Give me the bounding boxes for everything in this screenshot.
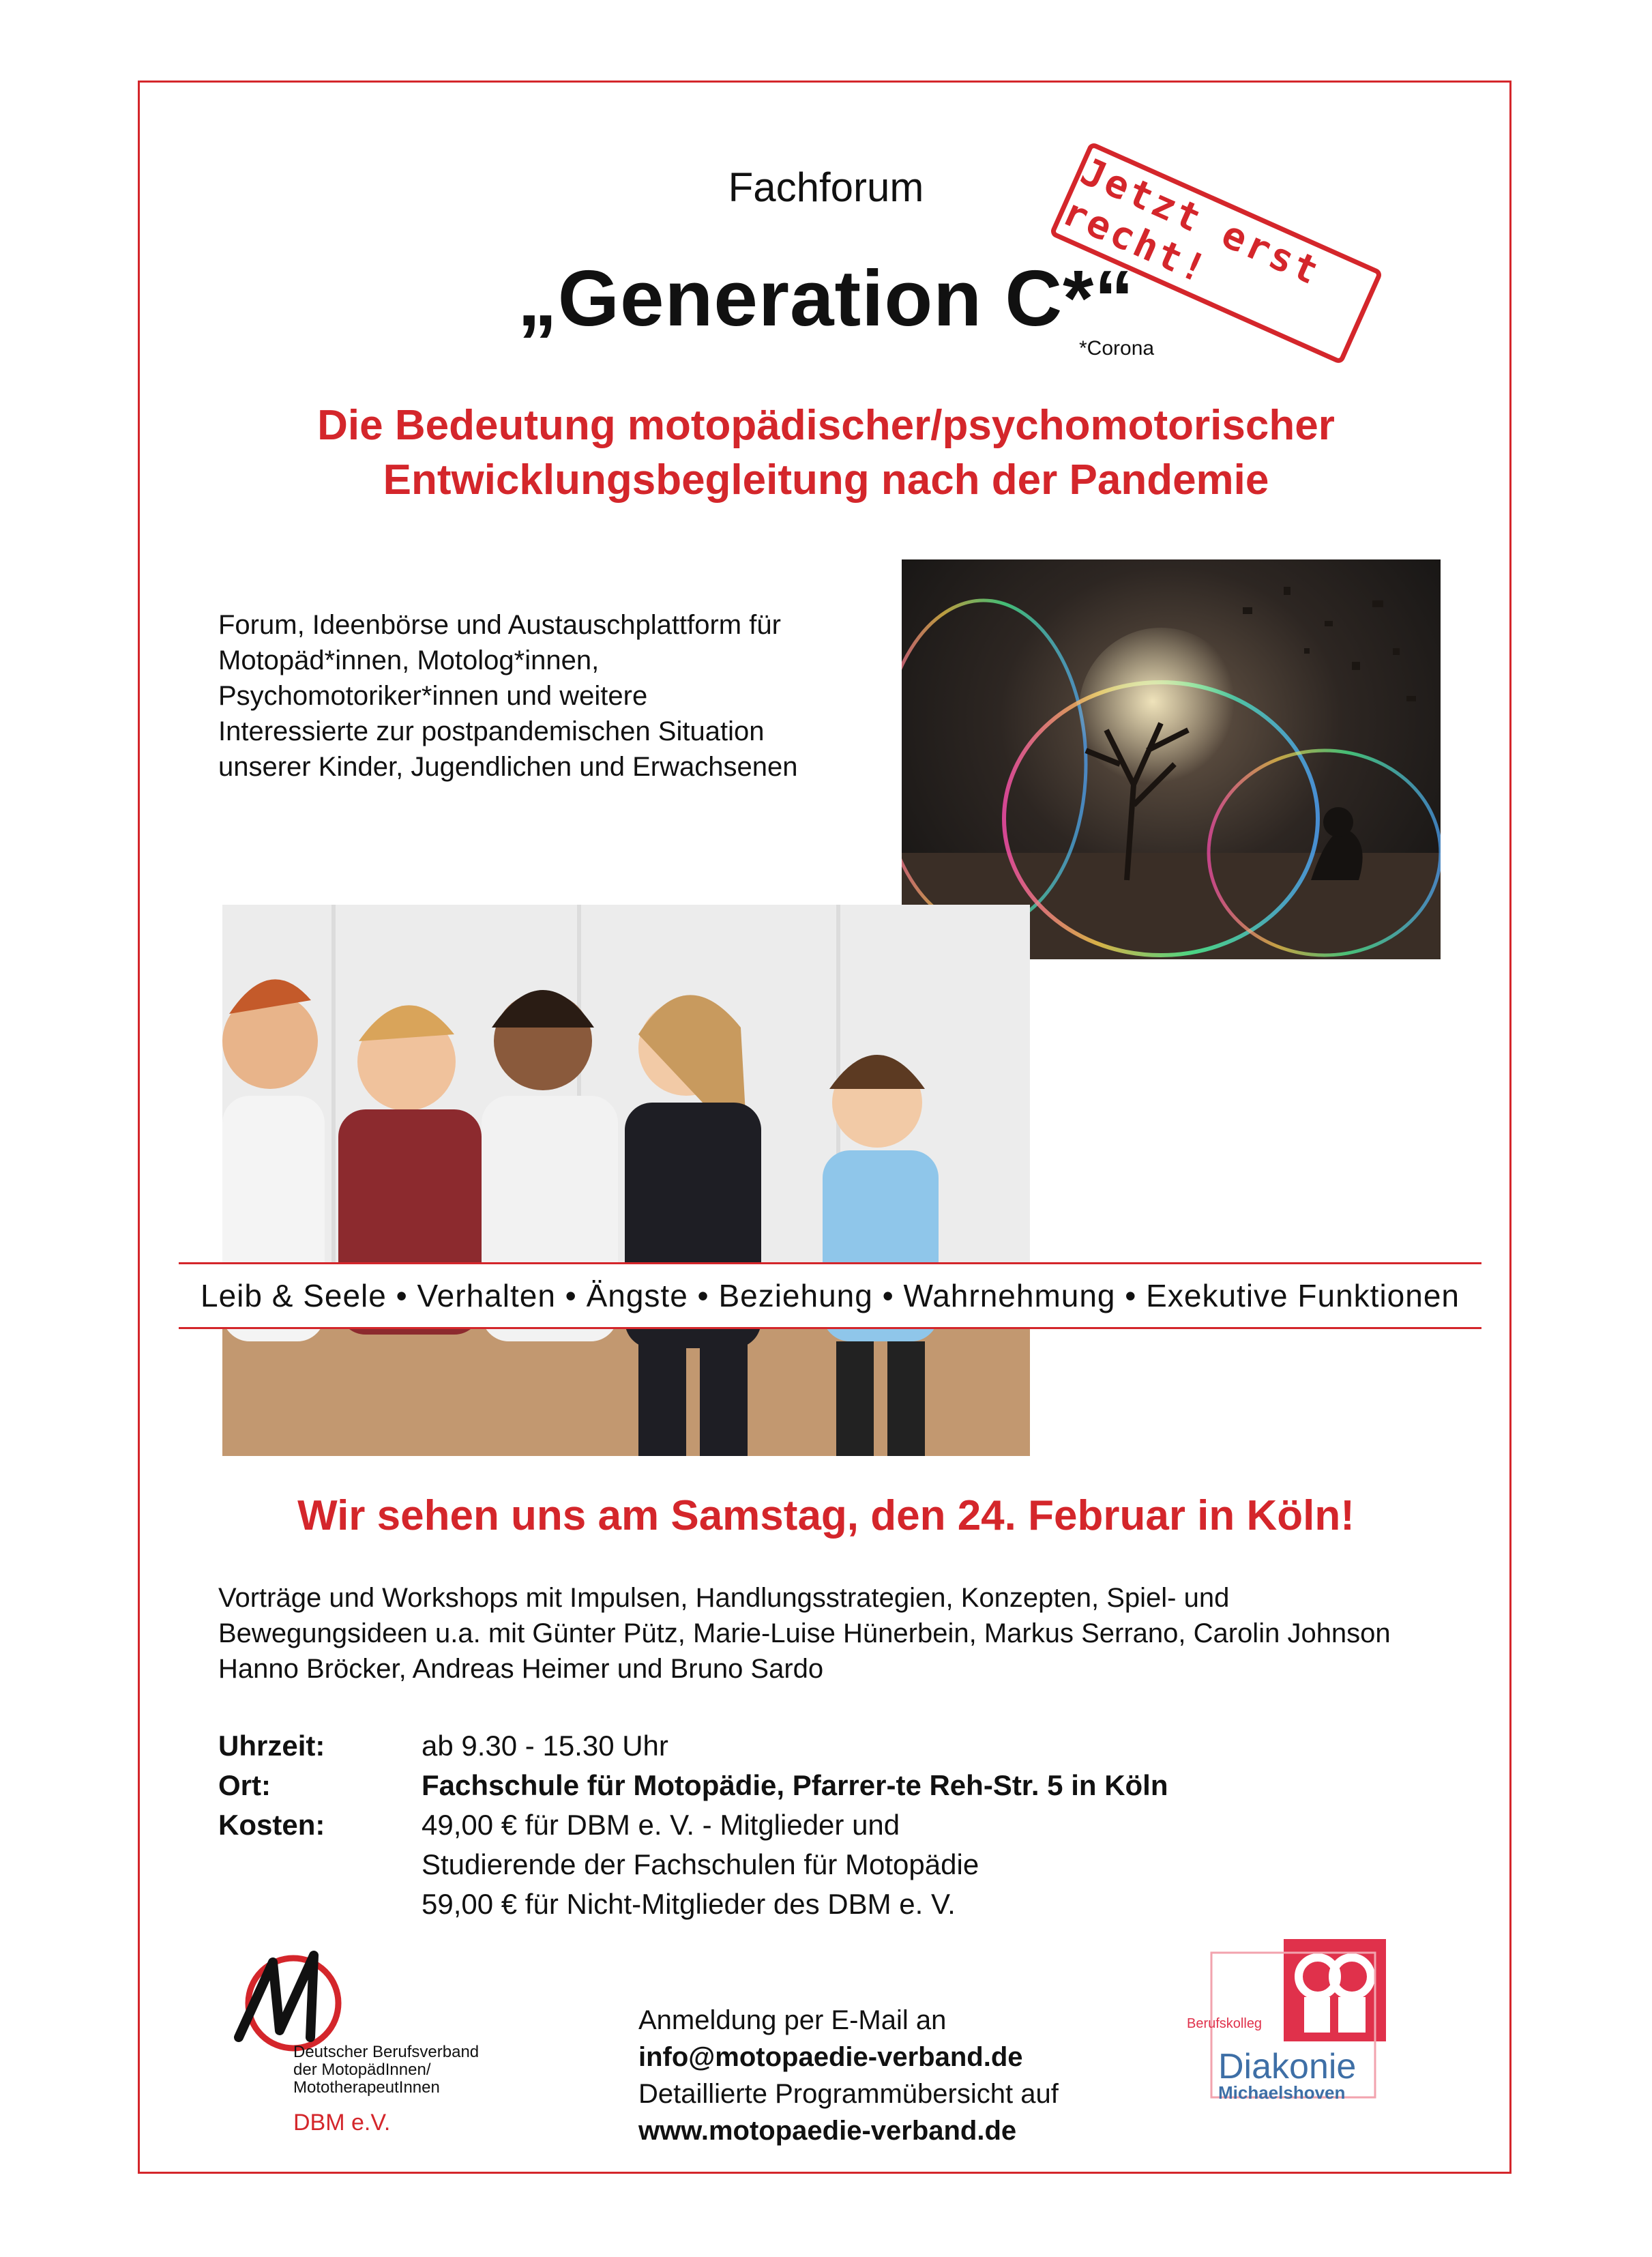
partner-name: Diakonie — [1218, 2047, 1357, 2086]
org-line: MototherapeutInnen — [293, 2078, 440, 2097]
org-abbreviation: DBM e.V. — [293, 2110, 391, 2136]
website-link[interactable]: www.motopaedie-verband.de — [638, 2116, 1017, 2146]
org-line: Deutscher Berufsverband — [293, 2043, 480, 2061]
time-value: ab 9.30 - 15.30 Uhr — [422, 1730, 668, 1762]
email-link[interactable]: info@motopaedie-verband.de — [638, 2042, 1023, 2072]
intro-line: Interessierte zur postpandemischen Situation — [218, 716, 765, 746]
cost-line: 49,00 € für DBM e. V. - Mitglieder und — [422, 1809, 900, 1841]
org-line: der MotopädInnen/ — [293, 2061, 431, 2079]
contact-block — [638, 2002, 1059, 2149]
subtitle-line-1: Die Bedeutung motopädischer/psychomotorischer — [317, 402, 1335, 449]
title-footnote: *Corona — [1079, 337, 1155, 360]
children-photo — [222, 905, 1030, 1456]
cost-row — [218, 1805, 1501, 1924]
date-headline: Wir sehen uns am Samstag, den 24. Februar in Köln! — [297, 1492, 1355, 1539]
intro-line: Forum, Ideenbörse und Austauschplattform für — [218, 610, 781, 640]
stamp-badge: Jetzt erst recht! — [1049, 141, 1383, 365]
program-info-text: Detaillierte Programmübersicht auf — [638, 2079, 1059, 2109]
topics-banner: Leib & Seele • Verhalten • Ängste • Beziehung • Wahrnehmung • Exekutive Funktionen — [179, 1262, 1481, 1329]
partner-place: Michaelshoven — [1218, 2082, 1346, 2103]
place-value: Fachschule für Motopädie, Pfarrer-te Reh-Str. 5 in Köln — [422, 1769, 1168, 1801]
subtitle-line-2: Entwicklungsbegleitung nach der Pandemie — [383, 456, 1269, 504]
program-text — [218, 1580, 1514, 1687]
cost-values — [422, 1805, 1501, 1924]
place-label: Ort: — [218, 1769, 271, 1801]
time-label: Uhrzeit: — [218, 1730, 325, 1762]
intro-line: Motopäd*innen, Motolog*innen, — [218, 645, 600, 675]
intro-line: Psychomotoriker*innen und weitere — [218, 681, 648, 711]
bubble-photo — [902, 559, 1441, 959]
registration-text: Anmeldung per E-Mail an — [638, 2005, 947, 2035]
place-row — [218, 1766, 1501, 1805]
intro-text — [218, 607, 887, 785]
event-type: Fachforum — [728, 164, 924, 210]
cost-line: 59,00 € für Nicht-Mitglieder des DBM e. V. — [422, 1888, 956, 1920]
event-details — [218, 1726, 1501, 1924]
children-photo-illustration — [222, 905, 1030, 1456]
bubble-photo-illustration — [902, 559, 1441, 959]
diakonie-logo — [1184, 1939, 1389, 2106]
program-line: Hanno Bröcker, Andreas Heimer und Bruno Sardo — [218, 1654, 824, 1684]
partner-small-label: Berufskolleg — [1187, 2016, 1263, 2031]
cost-label: Kosten: — [218, 1809, 325, 1841]
event-subtitle — [0, 398, 1652, 508]
program-line: Vorträge und Workshops mit Impulsen, Handlungsstrategien, Konzepten, Spiel- und — [218, 1583, 1230, 1613]
org-name — [293, 2043, 479, 2097]
diakonie-logo-mark — [1184, 1939, 1389, 2106]
cost-line: Studierende der Fachschulen für Motopädie — [422, 1848, 979, 1880]
event-title: „Generation C*“ — [517, 254, 1135, 343]
time-row — [218, 1726, 1501, 1766]
intro-line: unserer Kinder, Jugendlichen und Erwachsenen — [218, 752, 798, 782]
program-line: Bewegungsideen u.a. mit Günter Pütz, Marie-Luise Hünerbein, Markus Serrano, Carolin Johnson — [218, 1618, 1391, 1648]
